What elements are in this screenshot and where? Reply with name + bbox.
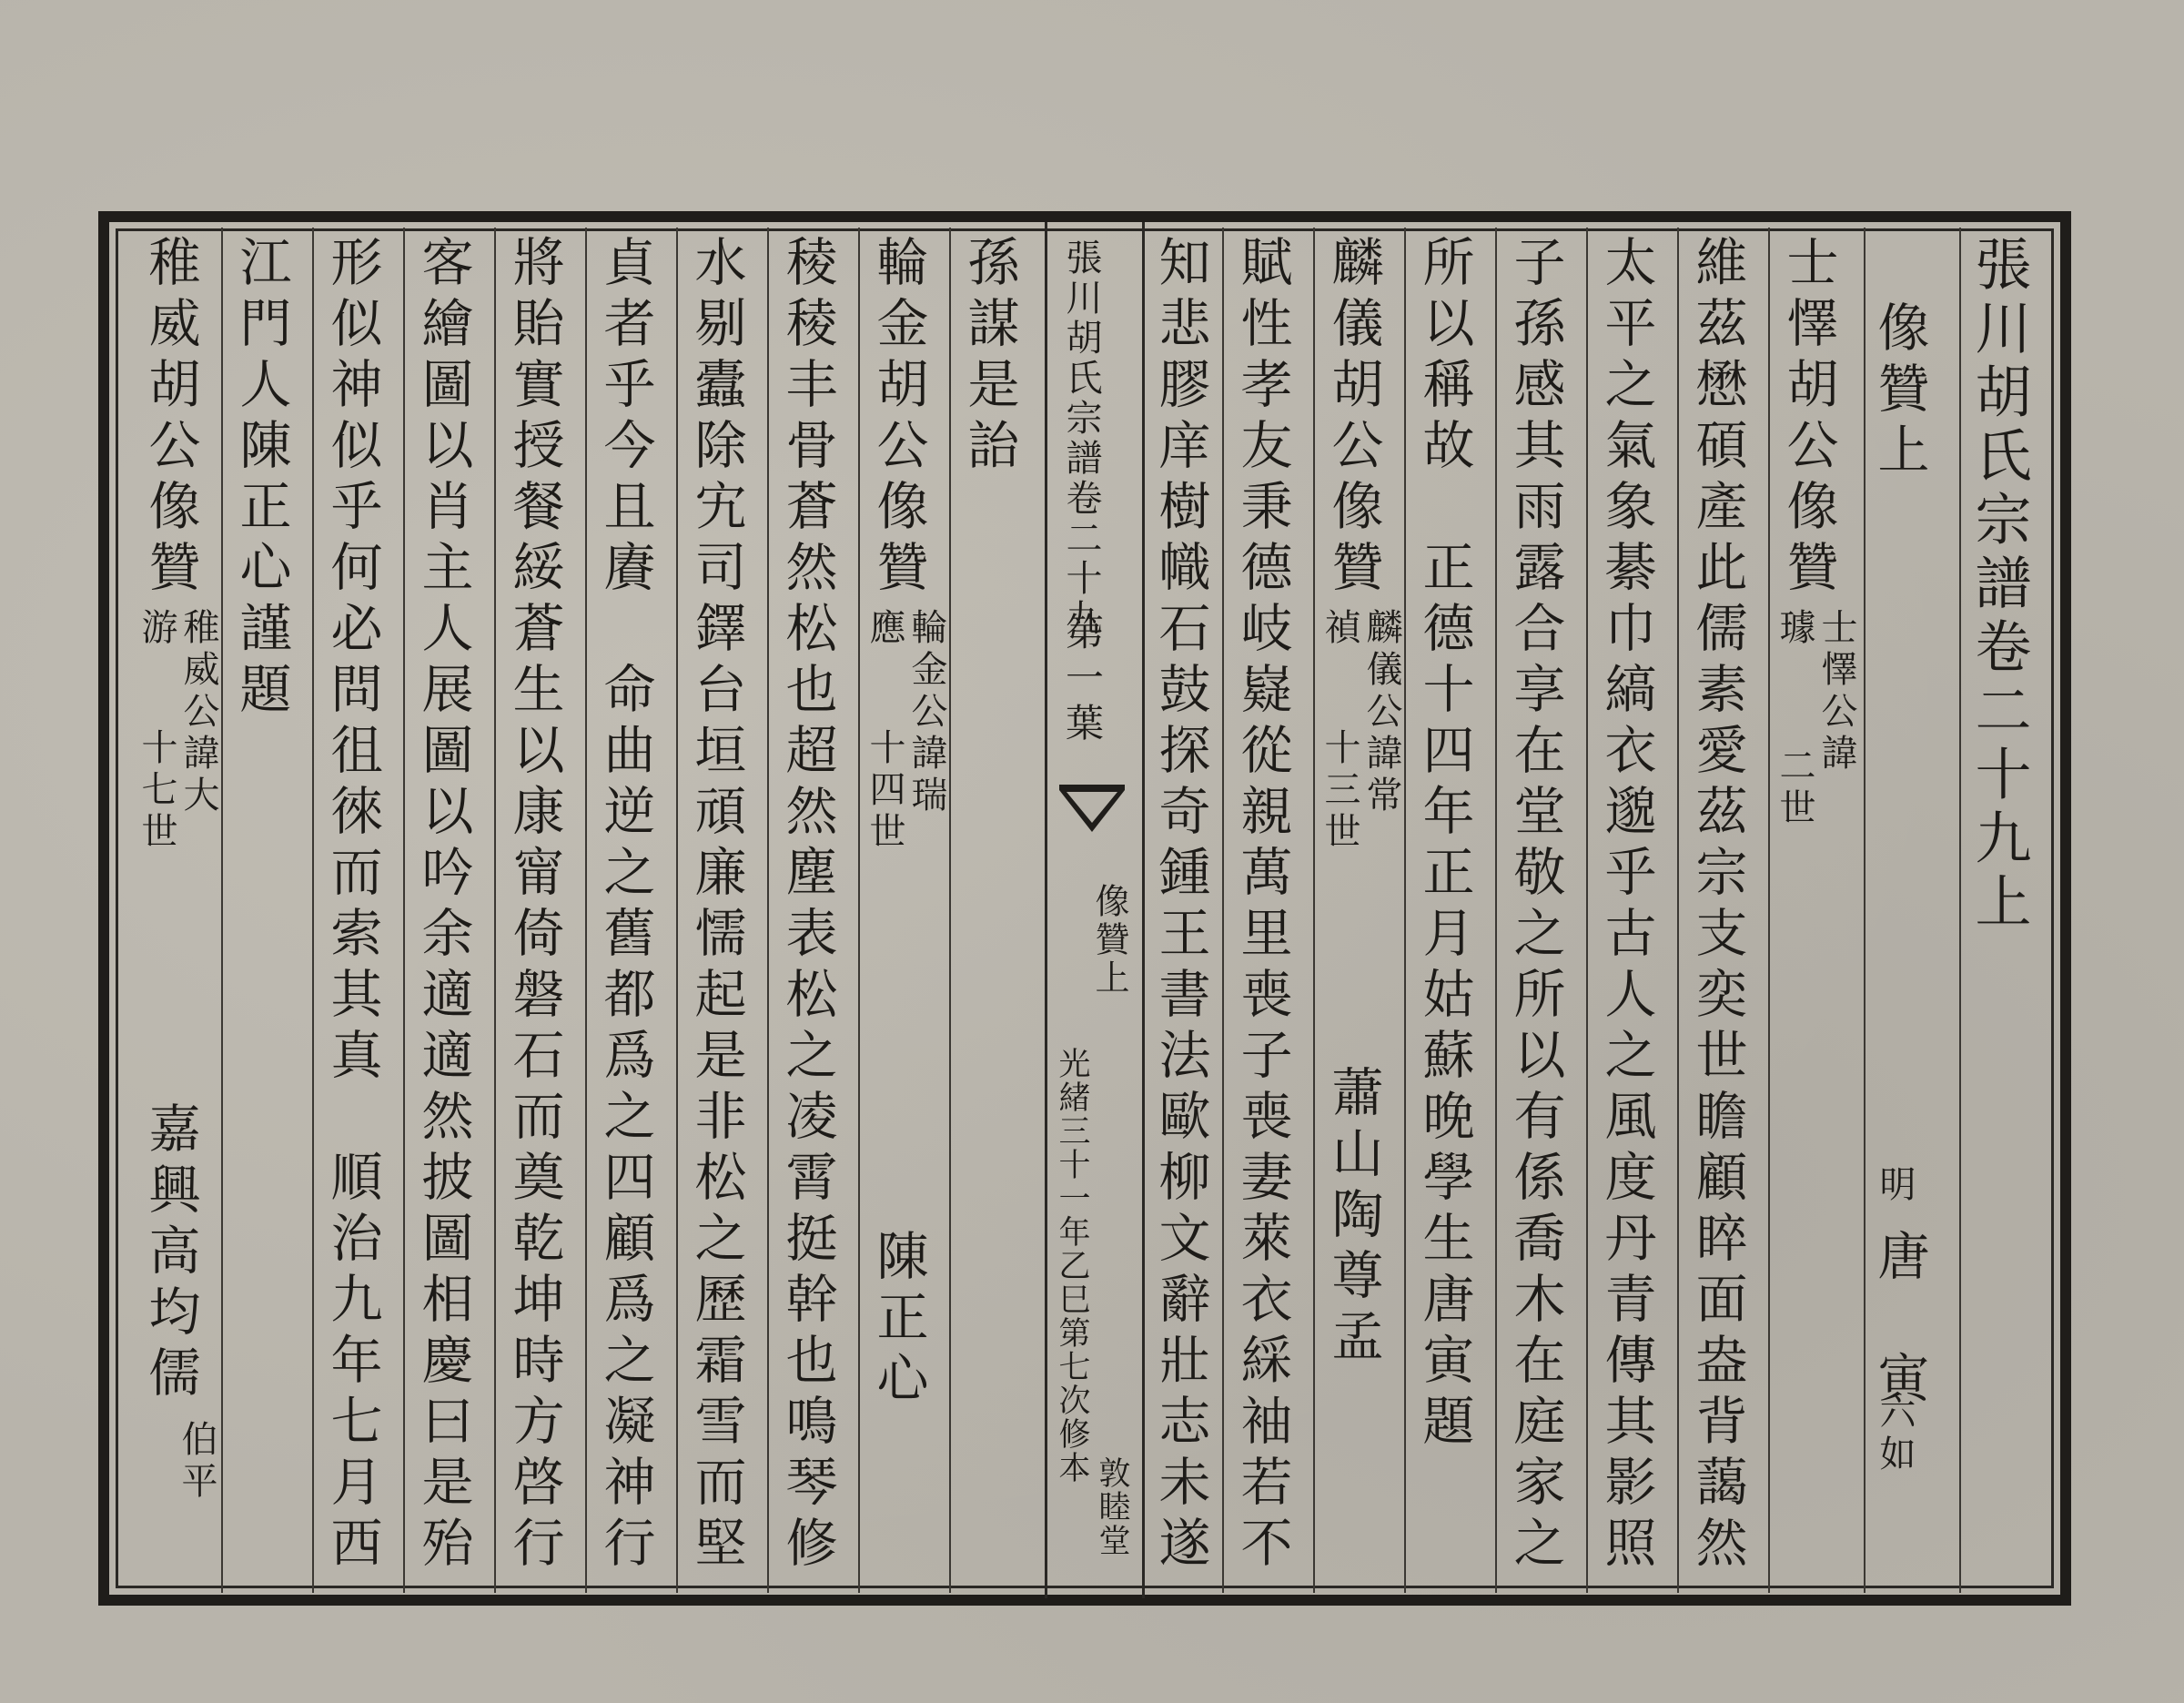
strip-title: 張川胡氏宗譜卷二十九 <box>1060 238 1102 639</box>
portrait-title: 麟儀胡公像贊 <box>1323 235 1383 601</box>
body-line: 子孫感其雨露合享在堂敬之所以有係喬木在庭家之 <box>1505 235 1565 1576</box>
column-rule <box>1404 228 1406 1593</box>
column-rule <box>676 228 678 1593</box>
portrait-note: 士懌公諱 <box>1815 608 1857 775</box>
portrait-note: 璩 <box>1774 608 1815 650</box>
column-rule <box>221 228 223 1593</box>
body-line: 客繪圖以肖主人展圖以吟余適適然披圖相慶曰是殆 <box>413 235 473 1576</box>
body-line: 維茲懋碩產此儒素愛茲宗支奕世瞻顧睟面盎背藹然 <box>1687 235 1747 1576</box>
author-name: 嘉興高均儒 <box>140 1101 200 1406</box>
body-line: 水剔蠹除宄司鐸台垣頑廉懦起是非松之歷霜雪而堅 <box>686 235 746 1576</box>
portrait-note: 二世 <box>1774 746 1815 830</box>
portrait-note: 輪金公諱瑞 <box>905 608 947 817</box>
author-name: 蕭山陶尊孟 <box>1323 1065 1383 1370</box>
column-rule <box>1768 228 1770 1593</box>
body-line: 將貽實授餐綏蒼生以康甯倚磐石而奠乾坤時方啓行 <box>504 235 564 1576</box>
column-rule <box>312 228 314 1593</box>
strip-edition: 光緒三十一年乙巳第七次修本 <box>1054 1047 1090 1485</box>
portrait-note: 麟儀公諱常 <box>1360 608 1402 817</box>
strip-section: 像贊上 <box>1089 883 1129 998</box>
column-rule <box>1495 228 1497 1593</box>
author-name: 陳正心 <box>868 1229 928 1412</box>
author-name: 唐 寅 <box>1869 1229 1929 1412</box>
fishtail-mark <box>1057 783 1127 837</box>
column-rule <box>1586 228 1588 1593</box>
column-rule <box>767 228 769 1593</box>
portrait-note: 稚威公諱大 <box>177 608 219 817</box>
portrait-note: 十四世 <box>864 728 905 854</box>
body-line: 太平之氣象綦巾縞衣邈乎古人之風度丹青傳其影照 <box>1596 235 1656 1576</box>
body-line: 知悲膠庠樹幟石鼓探奇鍾王書法歐柳文辭壯志未遂 <box>1150 235 1210 1576</box>
author-courtesy: 六如 <box>1874 1393 1916 1476</box>
body-line: 稜稜丰骨蒼然松也超然塵表松之凌霄挺幹也鳴琴修 <box>777 235 837 1576</box>
portrait-note: 十三世 <box>1319 728 1360 854</box>
body-line: 江門人陳正心謹題 <box>231 235 291 723</box>
portrait-note: 禎 <box>1319 608 1360 650</box>
portrait-title: 士懌胡公像贊 <box>1778 235 1838 601</box>
column-rule <box>1313 228 1315 1593</box>
column-rule <box>403 228 405 1593</box>
body-line: 孫謀是詒 <box>959 235 1019 479</box>
column-rule <box>858 228 860 1593</box>
body-line: 形似神似乎何必問徂徠而索其真 順治九年七月西 <box>322 235 382 1576</box>
column-rule <box>1222 228 1224 1593</box>
body-line: 貞者乎今且賡 命曲逆之舊都爲之四顧爲之凝神行 <box>595 235 655 1576</box>
strip-leaf: 第一葉 <box>1060 612 1105 748</box>
portrait-note: 應 <box>864 608 905 650</box>
page-header: 張川胡氏宗譜卷二十九上 <box>1966 235 2032 936</box>
section-title: 像贊上 <box>1869 300 1929 483</box>
column-rule <box>1864 228 1866 1593</box>
portrait-note: 游 <box>136 608 177 650</box>
column-rule <box>494 228 496 1593</box>
body-line: 賦性孝友秉德岐嶷從親萬里喪子喪妻萊衣綵袖若不 <box>1232 235 1292 1576</box>
portrait-title: 輪金胡公像贊 <box>868 235 928 601</box>
strip-hall: 敦睦堂 <box>1094 1456 1130 1557</box>
column-rule <box>585 228 587 1593</box>
body-line: 所以稱故 正德十四年正月姑蘇晚學生唐寅題 <box>1414 235 1474 1455</box>
portrait-title: 稚威胡公像贊 <box>140 235 200 601</box>
column-rule <box>1677 228 1679 1593</box>
portrait-note: 十七世 <box>136 728 177 854</box>
author-courtesy: 伯平 <box>176 1420 217 1504</box>
column-rule <box>1959 228 1961 1593</box>
column-rule <box>949 228 951 1593</box>
author-dynasty: 明 <box>1874 1165 1916 1207</box>
